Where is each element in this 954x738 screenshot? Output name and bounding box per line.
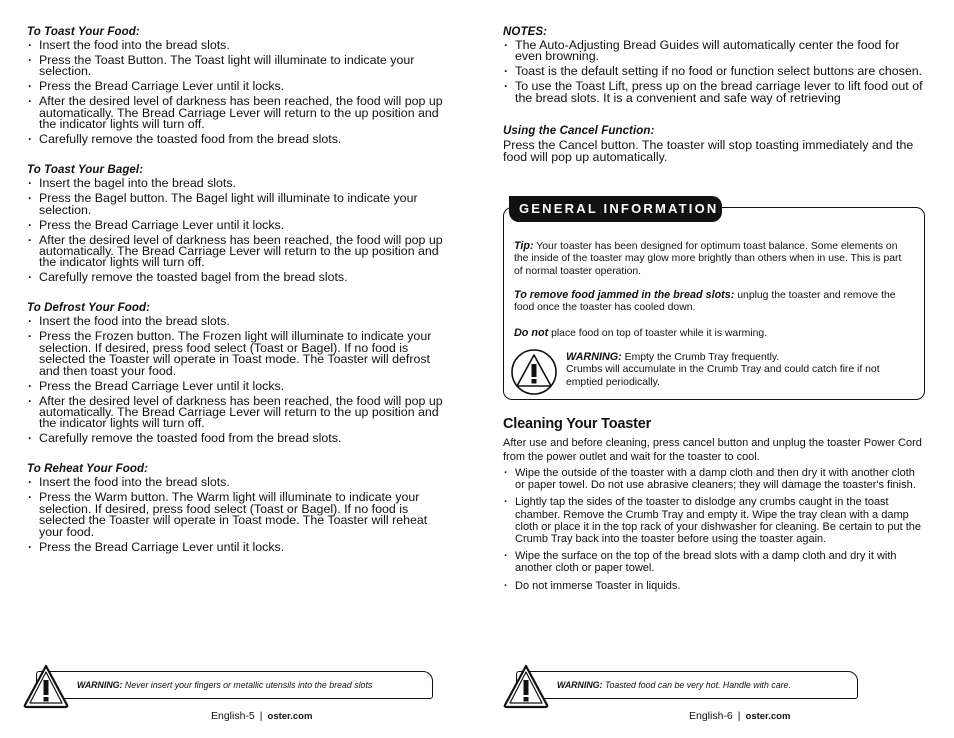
list-item: · Press the Warm button. The Warm light will illuminate to indicate your selection. If desired, press food select (Toast or Bagel). If no food is selected the Toaster will operate in Toast mode. The Toaster will reheat your food.: [27, 492, 452, 538]
bullet-list: [27, 316, 452, 444]
list-item: · Lightly tap the sides of the toaster to dislodge any crumbs caught in the toast chamber. Remove the Crumb Tray and empty it. Wipe the tray clean with a damp cloth or place it in the top rack of your dishwasher for cleaning. Be certain to put the Crumb Tray back into the toaster before using the toaster again.: [503, 496, 927, 545]
tip-label: Tip:: [514, 240, 534, 252]
bullet-list: [27, 477, 452, 553]
warning-label: WARNING:: [77, 680, 123, 690]
site-label: oster.com: [745, 711, 791, 722]
warning-text: Never insert your fingers or metallic utensils into the bread slots: [122, 680, 373, 690]
section-defrost-food: [27, 302, 452, 444]
warning-icon: [22, 663, 70, 709]
bullet-list: [27, 40, 452, 146]
list-item: · The Auto-Adjusting Bread Guides will automatically center the food for even browning.: [503, 40, 927, 63]
list-item: · Insert the food into the bread slots.: [27, 316, 452, 327]
donot-text: place food on top of toaster while it is warming.: [548, 328, 768, 339]
cancel-heading: Using the Cancel Function:: [503, 124, 655, 137]
separator: |: [737, 710, 741, 722]
section-heading: To Defrost Your Food:: [27, 302, 151, 315]
list-item: · Insert the bagel into the bread slots.: [27, 178, 452, 189]
list-item: · Press the Bread Carriage Lever until it locks.: [27, 81, 452, 92]
page-number-right: [689, 710, 790, 722]
section-heading: To Toast Your Food:: [27, 26, 140, 38]
warning-line-2: Crumbs will accumulate in the Crumb Tray and could catch fire if not emptied periodically.: [566, 364, 880, 388]
list-item: · After the desired level of darkness has been reached, the food will pop up automatically. The Bread Carriage Lever will return to the up position and the indicator lights will turn off.: [27, 235, 452, 269]
site-label: oster.com: [267, 711, 313, 722]
tip-text: Your toaster has been designed for optimum toast balance. Some elements on the inside of the toaster may glow more brightly than others when in use. This is part of normal toaster operation.: [514, 241, 902, 277]
list-item: · Wipe the outside of the toaster with a damp cloth and then dry it with another cloth or paper towel. Do not use abrasive cleaners; they will damage the toaster's finish.: [503, 467, 927, 491]
list-item: · After the desired level of darkness has been reached, the food will pop up automatically. The Bread Carriage Lever will return to the up position and the indicator lights will turn off.: [27, 396, 452, 430]
section-reheat-food: [27, 463, 452, 553]
donot-paragraph: [514, 327, 909, 340]
notes-heading: NOTES:: [503, 26, 548, 38]
list-item: · To use the Toast Lift, press up on the bread carriage lever to lift food out of the bread slots. It is a convenient and safe way of retrieving: [503, 81, 927, 104]
list-item: · Toast is the default setting if no food or function select buttons are chosen.: [503, 66, 927, 77]
list-item: · Wipe the surface on the top of the bread slots with a damp cloth and dry it with another cloth or paper towel.: [503, 550, 927, 574]
warning-label: WARNING:: [557, 680, 603, 690]
list-item: · Insert the food into the bread slots.: [27, 477, 452, 488]
left-page: [27, 26, 452, 557]
list-item: · Do not immerse Toaster in liquids.: [503, 580, 927, 592]
list-item: · After the desired level of darkness has been reached, the food will pop up automatically. The Bread Carriage Lever will return to the up position and the indicator lights will turn off.: [27, 96, 452, 130]
general-information-tab: GENERAL INFORMATION: [509, 196, 722, 222]
section-heading: To Toast Your Bagel:: [27, 164, 144, 177]
notes-list: [503, 40, 927, 104]
list-item: · Insert the food into the bread slots.: [27, 40, 452, 51]
warning-label: WARNING:: [566, 351, 622, 363]
list-item: · Press the Bread Carriage Lever until it locks.: [27, 220, 452, 231]
list-item: · Press the Frozen button. The Frozen light will illuminate to indicate your selection. If desired, press food select (Toast or Bagel). If no food is selected the Toaster will operate in Toast mode. The Toaster will defrost and then toast your food.: [27, 331, 452, 377]
warning-text: Toasted food can be very hot. Handle with care.: [602, 680, 791, 690]
section-heading: To Reheat Your Food:: [27, 463, 149, 476]
list-item: · Press the Bagel button. The Bagel light will illuminate to indicate your selection.: [27, 193, 452, 216]
section-toast-bagel: [27, 164, 452, 284]
bullet-list: [27, 178, 452, 284]
list-item: · Carefully remove the toasted food from the bread slots.: [27, 134, 452, 145]
crumb-warning: [566, 351, 896, 389]
cleaning-heading: Cleaning Your Toaster: [503, 416, 652, 432]
list-item: · Press the Bread Carriage Lever until it locks.: [27, 381, 452, 392]
jam-label: To remove food jammed in the bread slots:: [514, 289, 735, 301]
list-item: · Press the Bread Carriage Lever until it locks.: [27, 542, 452, 553]
warning-line-1: Empty the Crumb Tray frequently.: [621, 352, 780, 363]
warning-icon: [502, 663, 550, 709]
page-number-left: [211, 710, 312, 722]
separator: |: [259, 710, 263, 722]
footer-warning-box: [516, 671, 858, 699]
cleaning-intro: After use and before cleaning, press cancel button and unplug the toaster Power Cord from the power outlet and wait for the toaster to cool.: [503, 437, 922, 463]
page-label: English-6: [689, 710, 733, 722]
right-page-top: [503, 26, 927, 163]
jam-paragraph: [514, 289, 909, 315]
list-item: · Press the Toast Button. The Toast light will illuminate to indicate your selection.: [27, 55, 452, 78]
footer-warning-box: [36, 671, 433, 699]
list-item: · Carefully remove the toasted bagel from the bread slots.: [27, 272, 452, 283]
cleaning-list: [503, 467, 927, 597]
cancel-text: Press the Cancel button. The toaster will stop toasting immediately and the food will pop up automatically.: [503, 137, 914, 165]
list-item: · Carefully remove the toasted food from the bread slots.: [27, 433, 452, 444]
jam-text: unplug the toaster and remove the food once the toaster has cooled down.: [514, 290, 896, 314]
donot-label: Do not: [514, 327, 549, 339]
warning-icon: [507, 348, 561, 396]
section-toast-food: [27, 26, 452, 146]
tip-paragraph: [514, 240, 909, 278]
page-label: English-5: [211, 710, 255, 722]
